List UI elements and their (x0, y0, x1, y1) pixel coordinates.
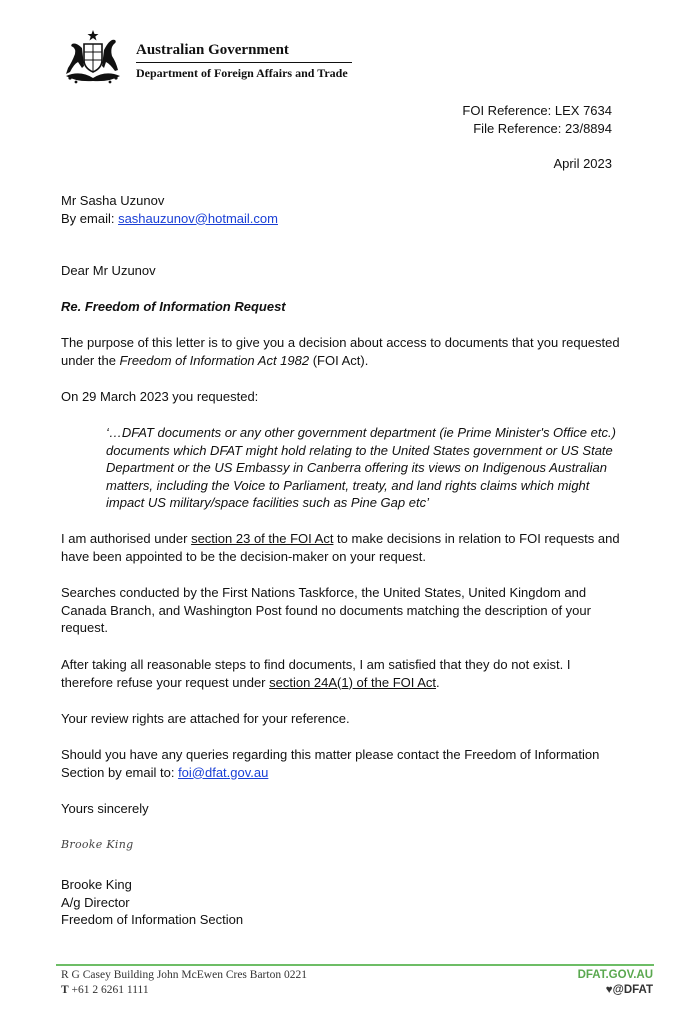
reference-block (462, 102, 612, 138)
request-quote: ‘…DFAT documents or any other government department (ie Prime Minister's Office etc.) documents which DFAT might hold relating to the United States government or US State Department or the US Embassy in Canberra offering its views on Indigenous Australian matters, including the Voice to Parliament, treaty, and land rights claims which might impact US military/space facilities such as Pine Gap etc’ (106, 425, 616, 510)
handwritten-signature: Brooke King (61, 838, 134, 851)
signatory-block (61, 876, 621, 929)
file-reference: File Reference: 23/8894 (473, 121, 612, 136)
letterhead-divider (136, 62, 352, 63)
footer-divider (56, 964, 654, 966)
p3-text-a: I am authorised under (61, 531, 192, 546)
signatory-name: Brooke King (61, 877, 132, 892)
footer-phone-line (61, 983, 307, 998)
phone-label: T (61, 984, 69, 996)
p7-text: Should you have any queries regarding this matter please contact the Freedom of Information Section by email to: (61, 747, 600, 780)
footer-address: R G Casey Building John McEwen Cres Barton 0221 (61, 969, 307, 981)
p3-text-b: to make decisions in relation to FOI requests and have been appointed to be the decision-maker on your request. (61, 531, 620, 564)
paragraph-decision (61, 656, 621, 691)
footer-twitter: @DFAT (612, 984, 653, 996)
footer-contact (61, 968, 307, 998)
government-name: Australian Government (136, 42, 289, 58)
footer-twitter-line[interactable] (578, 983, 653, 998)
footer-phone: +61 2 6261 1111 (71, 984, 149, 996)
recipient-name: Mr Sasha Uzunov (61, 193, 165, 208)
footer-website[interactable]: DFAT.GOV.AU (577, 969, 653, 981)
foi-reference: FOI Reference: LEX 7634 (462, 103, 612, 118)
signatory-title: A/g Director (61, 894, 130, 910)
signatory-section: Freedom of Information Section (61, 912, 244, 927)
section-23-link[interactable]: section 23 of the FOI Act (191, 531, 334, 546)
paragraph-review-rights: Your review rights are attached for your reference. (61, 711, 350, 726)
recipient-email-link[interactable]: sashauzunov@hotmail.com (118, 210, 278, 226)
department-name: Department of Foreign Affairs and Trade (136, 66, 348, 80)
closing: Yours sincerely (61, 801, 149, 816)
paragraph-contact (61, 746, 621, 781)
recipient-block (61, 192, 621, 227)
paragraph-authority (61, 530, 621, 565)
paragraph-searches: Searches conducted by the First Nations Taskforce, the United States, United Kingdom and Canada Branch, and Washington Post found no documents matching the description of your request. (61, 585, 591, 635)
p1-text-b: (FOI Act). (309, 352, 369, 368)
coat-of-arms-icon (60, 28, 126, 86)
foi-email-link[interactable]: foi@dfat.gov.au (178, 764, 269, 780)
paragraph-purpose (61, 334, 621, 369)
section-24a-link[interactable]: section 24A(1) of the FOI Act (269, 674, 437, 690)
p5-text-b: . (436, 674, 440, 690)
paragraph-request-date: On 29 March 2023 you requested: (61, 389, 259, 404)
act-title: Freedom of Information Act 1982 (119, 352, 310, 368)
email-label: By email: (61, 210, 119, 226)
letter-date: April 2023 (553, 156, 612, 171)
footer-web (578, 968, 653, 998)
p1-text-a: The purpose of this letter is to give you a decision about access to documents that you requested under the (61, 335, 620, 368)
subject-line: Re. Freedom of Information Request (61, 299, 286, 314)
salutation: Dear Mr Uzunov (61, 263, 156, 278)
p5-text-a: After taking all reasonable steps to find documents, I am satisfied that they do not exist. I therefore refuse your request under (61, 657, 571, 690)
twitter-bird-icon: ♥ (605, 984, 613, 996)
recipient-email-line (61, 210, 621, 228)
